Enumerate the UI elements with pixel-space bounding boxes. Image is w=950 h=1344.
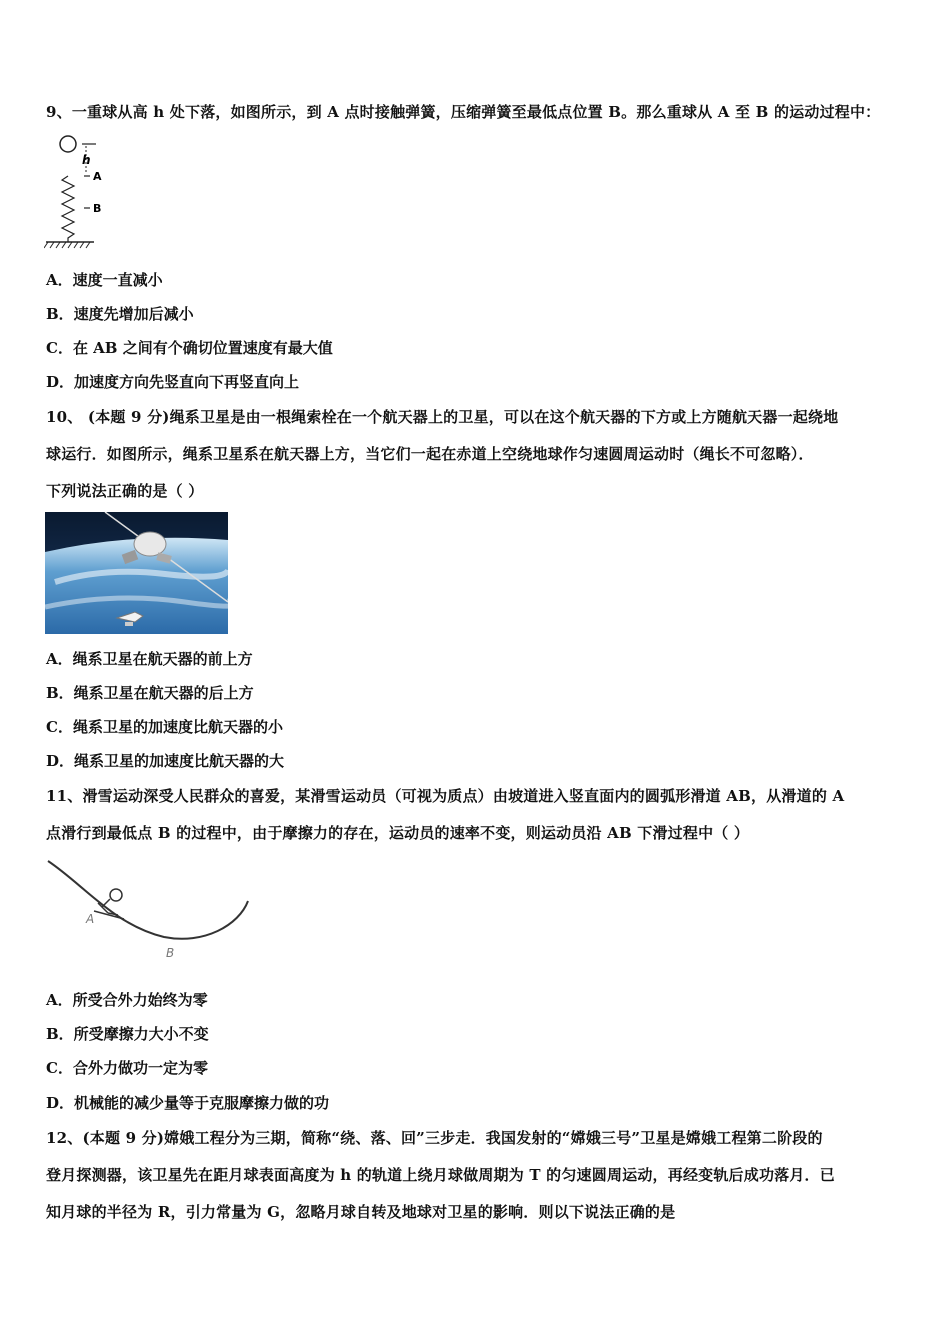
q10-stem-line-2: 球运行．如图所示，绳系卫星系在航天器上方，当它们一起在赤道上空绕地球作匀速圆周运动时（绳长不可忽略）． [46,445,814,463]
arc-track [48,861,248,939]
q10-option-d: D．绳系卫星的加速度比航天器的大 [46,752,285,770]
q10-option-a: A．绳系卫星在航天器的前上方 [46,650,253,668]
arc-b-label: B [166,946,175,960]
spring-icon [62,176,74,242]
h-label: h [82,153,91,167]
q9-stem: 9、一重球从高 h 处下落，如图所示，到 A 点时接触弹簧，压缩弹簧至最低点位置 B。那么重球从 A 至 B 的运动过程中： [46,103,881,121]
q11-option-b: B．所受摩擦力大小不变 [46,1025,209,1043]
q11-option-d: D．机械能的减少量等于克服摩擦力做的功 [46,1094,330,1112]
q9-option-a: A．速度一直减小 [46,271,163,289]
q9-option-d: D．加速度方向先竖直向下再竖直向上 [46,373,300,391]
q10-option-b: B．绳系卫星在航天器的后上方 [46,684,254,702]
ball-icon [60,136,76,152]
q11-ski-track-figure [44,855,254,965]
q9-option-b: B．速度先增加后减小 [46,305,194,323]
a-label: A [93,170,102,183]
q10-option-c: C．绳系卫星的加速度比航天器的小 [46,718,283,736]
q10-stem-line-1: 10、 (本题 9 分)绳系卫星是由一根绳索栓在一个航天器上的卫星，可以在这个航天器的下方或上方随航天器一起绕地 [46,408,839,426]
q11-option-c: C．合外力做功一定为零 [46,1059,208,1077]
q11-stem-line-2: 点滑行到最低点 B 的过程中，由于摩擦力的存在，运动员的速率不变，则运动员沿 AB 下滑过程中（ ） [46,824,750,842]
skier-icon [94,889,124,919]
q10-stem-line-3: 下列说法正确的是（ ） [46,482,204,500]
b-label: B [93,202,102,215]
q9-spring-figure [44,130,104,252]
q12-stem-line-3: 知月球的半径为 R，引力常量为 G，忽略月球自转及地球对卫星的影响．则以下说法正确的是 [46,1203,676,1221]
q9-option-c: C．在 AB 之间有个确切位置速度有最大值 [46,339,333,357]
q12-stem-line-1: 12、(本题 9 分)嫦娥工程分为三期，简称“绕、落、回”三步走．我国发射的“嫦娥三号”卫星是嫦娥工程第二阶段的 [46,1129,823,1147]
q11-option-a: A．所受合外力始终为零 [46,991,208,1009]
q11-stem-line-1: 11、滑雪运动深受人民群众的喜爱，某滑雪运动员（可视为质点）由坡道进入竖直面内的圆弧形滑道 AB，从滑道的 A [46,787,845,805]
q10-satellite-photo [45,512,228,634]
arc-a-label: A [86,912,95,926]
q12-stem-line-2: 登月探测器，该卫星先在距月球表面高度为 h 的轨道上绕月球做周期为 T 的匀速圆周运动，再经变轨后成功落月．已 [46,1166,835,1184]
